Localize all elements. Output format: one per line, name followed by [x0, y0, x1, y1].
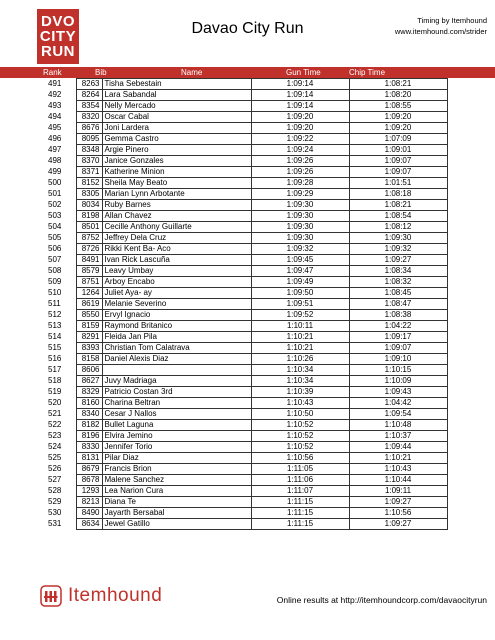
- chip-time-cell: 1:08:55: [349, 101, 447, 112]
- table-row: [48, 453, 447, 464]
- logo-line-3: RUN: [41, 43, 75, 60]
- name-cell: Nelly Mercado: [102, 101, 251, 112]
- rank-cell: 505: [48, 233, 62, 242]
- table-row: [48, 189, 447, 200]
- gun-time-cell: 1:10:50: [251, 409, 349, 420]
- rank-cell: 509: [48, 277, 62, 286]
- bib-cell: 8340: [76, 409, 102, 420]
- bib-cell: 8305: [76, 189, 102, 200]
- rank-cell: 500: [48, 178, 62, 187]
- gun-time-cell: 1:09:28: [251, 178, 349, 189]
- table-row: [48, 277, 447, 288]
- table-row: [48, 519, 447, 530]
- header-chip-time: Chip Time: [349, 68, 386, 77]
- rank-cell: 526: [48, 464, 62, 473]
- chip-time-cell: 1:04:22: [349, 321, 447, 332]
- gun-time-cell: 1:09:14: [251, 101, 349, 112]
- gun-time-cell: 1:09:14: [251, 90, 349, 101]
- table-row: [48, 365, 447, 376]
- name-cell: [102, 365, 251, 376]
- table-row: [48, 442, 447, 453]
- name-cell: Juvy Madriaga: [102, 376, 251, 387]
- bib-cell: 8213: [76, 497, 102, 508]
- bib-cell: 1293: [76, 486, 102, 497]
- bib-cell: 8158: [76, 354, 102, 365]
- results-body: [48, 79, 447, 530]
- gun-time-cell: 1:11:15: [251, 519, 349, 530]
- gun-time-cell: 1:11:15: [251, 497, 349, 508]
- rank-cell: 519: [48, 387, 62, 396]
- gun-time-cell: 1:10:21: [251, 343, 349, 354]
- bib-cell: 8491: [76, 255, 102, 266]
- table-row: [48, 244, 447, 255]
- chip-time-cell: 1:01:51: [349, 178, 447, 189]
- table-row: [48, 233, 447, 244]
- logo-line-1: DVO: [40, 13, 75, 30]
- table-row: [48, 200, 447, 211]
- bib-cell: 8034: [76, 200, 102, 211]
- gun-time-cell: 1:09:30: [251, 233, 349, 244]
- table-row: [48, 145, 447, 156]
- chip-time-cell: 1:09:17: [349, 332, 447, 343]
- chip-time-cell: 1:09:30: [349, 233, 447, 244]
- bib-cell: 8320: [76, 112, 102, 123]
- gun-time-cell: 1:09:49: [251, 277, 349, 288]
- chip-time-cell: 1:09:44: [349, 442, 447, 453]
- name-cell: Christian Tom Calatrava: [102, 343, 251, 354]
- name-cell: Joni Lardera: [102, 123, 251, 134]
- rank-cell: 515: [48, 343, 62, 352]
- name-cell: Juliet Aya- ay: [102, 288, 251, 299]
- chip-time-cell: 1:09:20: [349, 123, 447, 134]
- bib-cell: 8619: [76, 299, 102, 310]
- table-row: [48, 310, 447, 321]
- chip-time-cell: 1:08:38: [349, 310, 447, 321]
- timing-line-1: Timing by Itemhound: [417, 16, 487, 25]
- name-cell: Bullet Laguna: [102, 420, 251, 431]
- table-row: [48, 486, 447, 497]
- bib-cell: 8752: [76, 233, 102, 244]
- itemhound-logo-icon: [40, 585, 62, 607]
- chip-time-cell: 1:10:21: [349, 453, 447, 464]
- bib-cell: 8198: [76, 211, 102, 222]
- rank-cell: 511: [48, 299, 61, 308]
- name-cell: Jayarth Bersabal: [102, 508, 251, 519]
- name-cell: Charina Beltran: [102, 398, 251, 409]
- chip-time-cell: 1:09:27: [349, 519, 447, 530]
- chip-time-cell: 1:07:09: [349, 134, 447, 145]
- table-row: [48, 112, 447, 123]
- bib-cell: 8634: [76, 519, 102, 530]
- chip-time-cell: 1:09:07: [349, 156, 447, 167]
- rank-cell: 492: [48, 90, 62, 99]
- chip-time-cell: 1:09:32: [349, 244, 447, 255]
- table-row: [48, 211, 447, 222]
- gun-time-cell: 1:09:45: [251, 255, 349, 266]
- name-cell: Lea Narion Cura: [102, 486, 251, 497]
- name-cell: Rikki Kent Ba- Aco: [102, 244, 251, 255]
- results-table: [48, 78, 448, 530]
- chip-time-cell: 1:08:12: [349, 222, 447, 233]
- gun-time-cell: 1:09:32: [251, 244, 349, 255]
- rank-cell: 524: [48, 442, 62, 451]
- name-cell: Sheila May Beato: [102, 178, 251, 189]
- bib-cell: 8196: [76, 431, 102, 442]
- chip-time-cell: 1:10:44: [349, 475, 447, 486]
- bib-cell: 8264: [76, 90, 102, 101]
- name-cell: Arboy Encabo: [102, 277, 251, 288]
- bib-cell: 8550: [76, 310, 102, 321]
- name-cell: Jewel Gatillo: [102, 519, 251, 530]
- rank-cell: 528: [48, 486, 62, 495]
- bib-cell: 8095: [76, 134, 102, 145]
- name-cell: Janice Gonzales: [102, 156, 251, 167]
- gun-time-cell: 1:09:20: [251, 112, 349, 123]
- bib-cell: 8370: [76, 156, 102, 167]
- page-title: Davao City Run: [191, 20, 304, 37]
- chip-time-cell: 1:09:27: [349, 255, 447, 266]
- gun-time-cell: 1:09:30: [251, 222, 349, 233]
- table-row: [48, 123, 447, 134]
- name-cell: Allan Chavez: [102, 211, 251, 222]
- chip-time-cell: 1:04:42: [349, 398, 447, 409]
- bib-cell: 8330: [76, 442, 102, 453]
- bib-cell: 8160: [76, 398, 102, 409]
- name-cell: Oscar Cabal: [102, 112, 251, 123]
- bib-cell: 8579: [76, 266, 102, 277]
- results-header: [0, 67, 495, 78]
- name-cell: Melanie Severino: [102, 299, 251, 310]
- gun-time-cell: 1:09:30: [251, 200, 349, 211]
- header-rank: Rank: [43, 68, 62, 77]
- table-row: [48, 497, 447, 508]
- rank-cell: 521: [48, 409, 62, 418]
- bib-cell: 8348: [76, 145, 102, 156]
- bib-cell: 8329: [76, 387, 102, 398]
- table-row: [48, 156, 447, 167]
- timing-credit: [395, 15, 487, 37]
- name-cell: Tisha Sebestain: [102, 79, 251, 90]
- rank-cell: 517: [48, 365, 62, 374]
- rank-cell: 507: [48, 255, 62, 264]
- rank-cell: 498: [48, 156, 62, 165]
- gun-time-cell: 1:11:07: [251, 486, 349, 497]
- chip-time-cell: 1:08:54: [349, 211, 447, 222]
- gun-time-cell: 1:09:51: [251, 299, 349, 310]
- name-cell: Ruby Barnes: [102, 200, 251, 211]
- gun-time-cell: 1:10:26: [251, 354, 349, 365]
- table-row: [48, 134, 447, 145]
- gun-time-cell: 1:10:34: [251, 376, 349, 387]
- chip-time-cell: 1:09:01: [349, 145, 447, 156]
- bib-cell: 8152: [76, 178, 102, 189]
- rank-cell: 516: [48, 354, 62, 363]
- rank-cell: 529: [48, 497, 62, 506]
- chip-time-cell: 1:08:20: [349, 90, 447, 101]
- name-cell: Ervyl Ignacio: [102, 310, 251, 321]
- rank-cell: 520: [48, 398, 62, 407]
- table-row: [48, 508, 447, 519]
- bib-cell: 8354: [76, 101, 102, 112]
- table-row: [48, 332, 447, 343]
- name-cell: Pilar Diaz: [102, 453, 251, 464]
- rank-cell: 527: [48, 475, 62, 484]
- chip-time-cell: 1:10:09: [349, 376, 447, 387]
- gun-time-cell: 1:09:22: [251, 134, 349, 145]
- name-cell: Patricio Costan 3rd: [102, 387, 251, 398]
- rank-cell: 525: [48, 453, 62, 462]
- gun-time-cell: 1:09:26: [251, 156, 349, 167]
- bib-cell: 8676: [76, 123, 102, 134]
- bib-cell: 8490: [76, 508, 102, 519]
- online-results-link[interactable]: Online results at http://itemhoundcorp.com/davaocityrun: [276, 595, 487, 605]
- chip-time-cell: 1:08:45: [349, 288, 447, 299]
- rank-cell: 531: [48, 519, 62, 528]
- name-cell: Cecille Anthony Guillarte: [102, 222, 251, 233]
- gun-time-cell: 1:09:50: [251, 288, 349, 299]
- itemhound-footer-logo: [40, 585, 162, 607]
- chip-time-cell: 1:08:32: [349, 277, 447, 288]
- gun-time-cell: 1:10:21: [251, 332, 349, 343]
- chip-time-cell: 1:10:43: [349, 464, 447, 475]
- table-row: [48, 409, 447, 420]
- gun-time-cell: 1:10:52: [251, 420, 349, 431]
- name-cell: Ivan Rick Lascuña: [102, 255, 251, 266]
- name-cell: Lara Sabandal: [102, 90, 251, 101]
- bib-cell: 8627: [76, 376, 102, 387]
- table-row: [48, 398, 447, 409]
- chip-time-cell: 1:10:48: [349, 420, 447, 431]
- gun-time-cell: 1:10:52: [251, 442, 349, 453]
- bib-cell: 8291: [76, 332, 102, 343]
- name-cell: Katherine Minion: [102, 167, 251, 178]
- gun-time-cell: 1:09:29: [251, 189, 349, 200]
- gun-time-cell: 1:11:05: [251, 464, 349, 475]
- chip-time-cell: 1:09:54: [349, 409, 447, 420]
- rank-cell: 510: [48, 288, 62, 297]
- name-cell: Marian Lynn Arbotante: [102, 189, 251, 200]
- table-row: [48, 321, 447, 332]
- rank-cell: 522: [48, 420, 62, 429]
- name-cell: Gemma Castro: [102, 134, 251, 145]
- gun-time-cell: 1:10:11: [251, 321, 349, 332]
- table-row: [48, 178, 447, 189]
- rank-cell: 496: [48, 134, 62, 143]
- gun-time-cell: 1:09:24: [251, 145, 349, 156]
- name-cell: Elvira Jemino: [102, 431, 251, 442]
- bib-cell: 8679: [76, 464, 102, 475]
- rank-cell: 504: [48, 222, 62, 231]
- chip-time-cell: 1:09:10: [349, 354, 447, 365]
- table-row: [48, 299, 447, 310]
- chip-time-cell: 1:09:20: [349, 112, 447, 123]
- rank-cell: 495: [48, 123, 62, 132]
- name-cell: Jennifer Torio: [102, 442, 251, 453]
- header-bib: Bib: [95, 68, 107, 77]
- name-cell: Jeffrey Dela Cruz: [102, 233, 251, 244]
- chip-time-cell: 1:09:07: [349, 343, 447, 354]
- table-row: [48, 90, 447, 101]
- chip-time-cell: 1:10:15: [349, 365, 447, 376]
- timing-line-2: www.itemhound.com/strider: [394, 27, 487, 36]
- rank-cell: 530: [48, 508, 62, 517]
- rank-cell: 523: [48, 431, 62, 440]
- rank-cell: 502: [48, 200, 62, 209]
- table-row: [48, 464, 447, 475]
- name-cell: Diana Te: [102, 497, 251, 508]
- name-cell: Argie Pinero: [102, 145, 251, 156]
- table-row: [48, 431, 447, 442]
- rank-cell: 497: [48, 145, 62, 154]
- table-row: [48, 387, 447, 398]
- table-row: [48, 376, 447, 387]
- name-cell: Cesar J Nallos: [102, 409, 251, 420]
- rank-cell: 501: [48, 189, 62, 198]
- table-row: [48, 343, 447, 354]
- bib-cell: 8751: [76, 277, 102, 288]
- rank-cell: 491: [48, 79, 62, 88]
- rank-cell: 513: [48, 321, 62, 330]
- name-cell: Francis Brion: [102, 464, 251, 475]
- bib-cell: 8159: [76, 321, 102, 332]
- bib-cell: 8726: [76, 244, 102, 255]
- name-cell: Daniel Alexis Diaz: [102, 354, 251, 365]
- rank-cell: 514: [48, 332, 62, 341]
- table-row: [48, 101, 447, 112]
- chip-time-cell: 1:09:43: [349, 387, 447, 398]
- header-gun-time: Gun Time: [286, 68, 321, 77]
- bib-cell: 8606: [76, 365, 102, 376]
- chip-time-cell: 1:10:56: [349, 508, 447, 519]
- gun-time-cell: 1:09:30: [251, 211, 349, 222]
- chip-time-cell: 1:08:21: [349, 200, 447, 211]
- table-row: [48, 288, 447, 299]
- logo-line-2: CITY: [39, 28, 77, 45]
- header-name: Name: [181, 68, 203, 77]
- table-row: [48, 167, 447, 178]
- bib-cell: 8263: [76, 79, 102, 90]
- chip-time-cell: 1:08:47: [349, 299, 447, 310]
- rank-cell: 506: [48, 244, 62, 253]
- table-row: [48, 79, 447, 90]
- bib-cell: 8678: [76, 475, 102, 486]
- table-row: [48, 266, 447, 277]
- bib-cell: 8131: [76, 453, 102, 464]
- chip-time-cell: 1:08:34: [349, 266, 447, 277]
- gun-time-cell: 1:09:47: [251, 266, 349, 277]
- gun-time-cell: 1:10:56: [251, 453, 349, 464]
- table-row: [48, 475, 447, 486]
- bib-cell: 8182: [76, 420, 102, 431]
- name-cell: Malene Sanchez: [102, 475, 251, 486]
- gun-time-cell: 1:10:39: [251, 387, 349, 398]
- gun-time-cell: 1:11:15: [251, 508, 349, 519]
- table-row: [48, 420, 447, 431]
- table-row: [48, 255, 447, 266]
- chip-time-cell: 1:08:18: [349, 189, 447, 200]
- gun-time-cell: 1:10:43: [251, 398, 349, 409]
- chip-time-cell: 1:08:21: [349, 79, 447, 90]
- chip-time-cell: 1:09:07: [349, 167, 447, 178]
- rank-cell: 512: [48, 310, 62, 319]
- rank-cell: 508: [48, 266, 62, 275]
- bib-cell: 8371: [76, 167, 102, 178]
- chip-time-cell: 1:10:37: [349, 431, 447, 442]
- gun-time-cell: 1:09:52: [251, 310, 349, 321]
- gun-time-cell: 1:11:06: [251, 475, 349, 486]
- rank-cell: 499: [48, 167, 62, 176]
- footer-brand: Itemhound: [68, 585, 163, 606]
- bib-cell: 8501: [76, 222, 102, 233]
- rank-cell: 503: [48, 211, 62, 220]
- chip-time-cell: 1:09:27: [349, 497, 447, 508]
- rank-cell: 494: [48, 112, 62, 121]
- gun-time-cell: 1:09:20: [251, 123, 349, 134]
- chip-time-cell: 1:09:11: [349, 486, 447, 497]
- name-cell: Fleida Jan Pila: [102, 332, 251, 343]
- table-row: [48, 222, 447, 233]
- table-row: [48, 354, 447, 365]
- name-cell: Raymond Britanico: [102, 321, 251, 332]
- gun-time-cell: 1:10:34: [251, 365, 349, 376]
- gun-time-cell: 1:09:26: [251, 167, 349, 178]
- bib-cell: 8393: [76, 343, 102, 354]
- rank-cell: 518: [48, 376, 62, 385]
- gun-time-cell: 1:09:14: [251, 79, 349, 90]
- bib-cell: 1264: [76, 288, 102, 299]
- gun-time-cell: 1:10:52: [251, 431, 349, 442]
- name-cell: Leavy Umbay: [102, 266, 251, 277]
- rank-cell: 493: [48, 101, 62, 110]
